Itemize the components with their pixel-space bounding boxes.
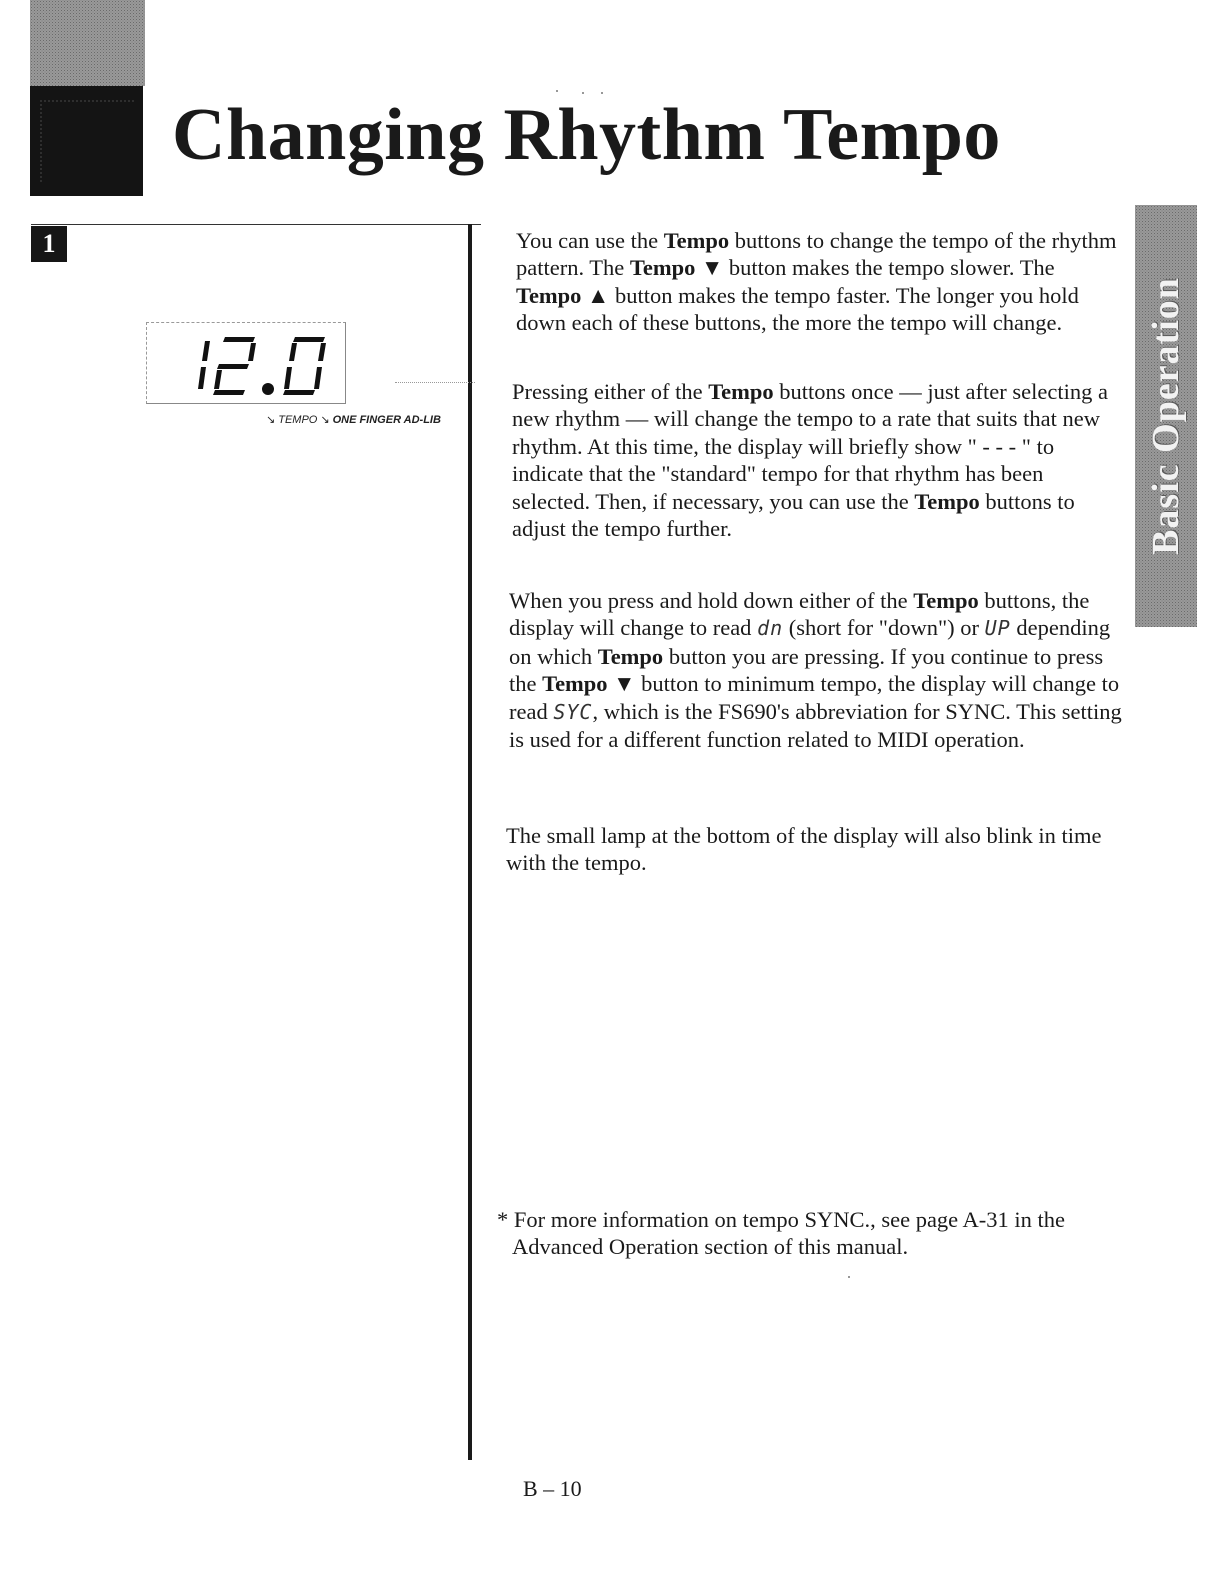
bold-term: Tempo ▼ — [629, 255, 724, 281]
side-tab-label: Basic Operation — [1145, 277, 1187, 555]
scan-speck — [601, 92, 603, 94]
step-number-badge: 1 — [31, 226, 67, 262]
footnote: * For more information on tempo SYNC., see page A-31 in the Advanced Operation section of this manual. — [497, 1207, 1066, 1260]
text-run: buttons, the display will change to read — [509, 588, 1090, 641]
header-tab-pattern — [30, 0, 145, 86]
text-run: buttons to adjust the tempo further. — [512, 488, 1075, 542]
bold-term: Tempo — [663, 228, 730, 253]
page-number: B – 10 — [523, 1476, 582, 1501]
caption-mode: ONE FINGER AD-LIB — [332, 413, 441, 426]
bold-term: Tempo — [914, 488, 980, 514]
text-run: button makes the tempo slower. The — [723, 255, 1055, 281]
section-side-tab — [1135, 205, 1197, 627]
bold-term: Tempo — [913, 588, 979, 613]
text-run: The small lamp at the bottom of the display will also blink in time with the tempo. — [506, 823, 1102, 876]
text-run: When you press and hold down either of the — [509, 588, 914, 613]
bold-term: Tempo ▼ — [542, 671, 636, 697]
lcd-caption — [266, 413, 441, 426]
body-paragraph — [506, 822, 1126, 877]
lcd-display — [146, 322, 346, 404]
scan-speck — [582, 92, 584, 94]
caption-arrow-icon: ↘ — [320, 414, 330, 426]
header-tab-block — [30, 86, 143, 196]
text-run: button to minimum tempo, the display will change to read — [509, 671, 1120, 724]
caption-arrow-icon: ↘ — [266, 414, 276, 426]
text-run: Pressing either of the — [512, 379, 709, 404]
bold-term: Tempo — [708, 379, 774, 404]
text-run: button you are pressing. If you continue to press the — [509, 643, 1104, 697]
text-run: button makes the tempo faster. The longer you hold down each of these buttons, the more the tempo will change. — [516, 282, 1079, 336]
lcd-seven-segment-readout — [147, 323, 345, 403]
page-title: Changing Rhythm Tempo — [172, 94, 1001, 176]
display-code: dn — [757, 616, 784, 641]
body-paragraph — [512, 378, 1122, 542]
text-run: (short for "down") or — [783, 615, 985, 641]
body-paragraph — [516, 227, 1122, 337]
text-run: depending on which — [509, 615, 1111, 669]
text-run: , which is the FS690's abbreviation for SYNC. This setting is used for a different function related to MIDI operation. — [509, 698, 1122, 753]
body-paragraph — [509, 587, 1122, 753]
display-code: UP — [984, 616, 1011, 641]
bold-term: Tempo — [597, 643, 664, 669]
step-divider — [31, 224, 481, 225]
text-run: You can use the — [516, 228, 664, 253]
text-run: buttons once — just after selecting a new rhythm — will change the tempo to a rate that suits that new rhythm. At this time, the display will briefly show " - - - " to indicate that the "standard" tempo for that rhythm has been selected. Then, if necessary, you can use the — [512, 379, 1108, 514]
scan-speck — [848, 1276, 850, 1278]
scan-speck — [556, 90, 558, 92]
column-divider — [468, 224, 472, 1460]
text-run: buttons to change the tempo of the rhythm pattern. The — [516, 228, 1117, 281]
caption-tempo: TEMPO — [278, 413, 318, 426]
lcd-pointer-line — [395, 382, 475, 383]
bold-term: Tempo ▲ — [516, 282, 610, 308]
display-code: SYC — [553, 699, 593, 724]
